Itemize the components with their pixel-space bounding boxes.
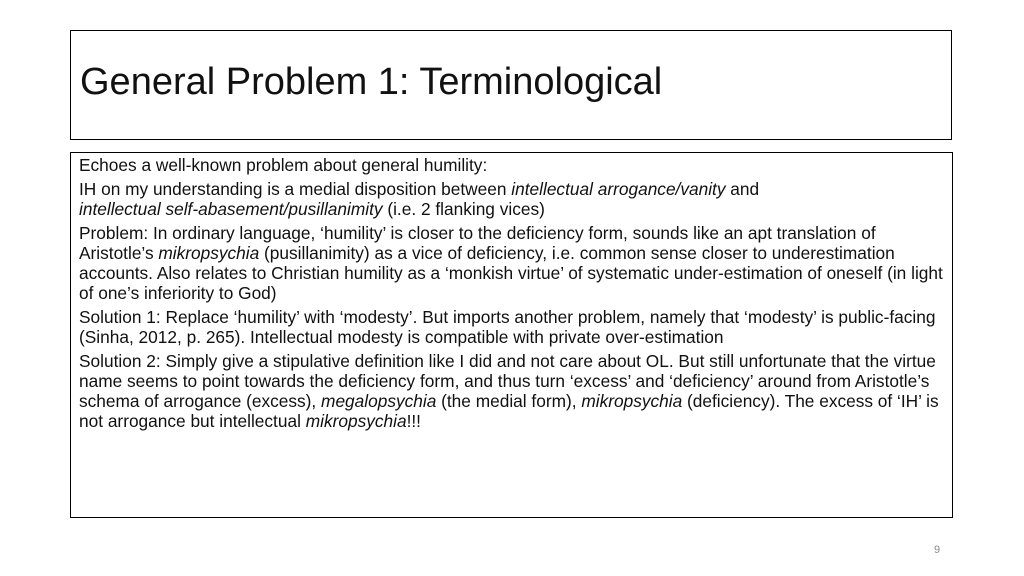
paragraph-5-italic-3: mikropsychia	[305, 411, 407, 431]
paragraph-5-text-2: (the medial form),	[436, 391, 582, 411]
paragraph-2-text-1: IH on my understanding is a medial disposition between	[79, 179, 512, 199]
title-box	[70, 30, 952, 140]
paragraph-5-text-4: !!!	[406, 411, 421, 431]
paragraph-3-text-2: (pusillanimity) as a vice of deficiency, i.e. common sense closer to underestimation accounts. Also relates to Christian humility as a ‘monkish virtue’ of systematic under-estimation of oneself (in light of one’s inferiority to God)	[79, 243, 943, 303]
paragraph-2-text-2: and	[725, 179, 760, 199]
paragraph-2-italic-2: intellectual self-abasement/pusillanimity	[79, 199, 383, 219]
paragraph-2	[79, 179, 944, 219]
paragraph-1-text: Echoes a well-known problem about general humility:	[79, 155, 488, 175]
paragraph-5-italic-2: mikropsychia	[581, 391, 683, 411]
paragraph-5	[79, 351, 944, 431]
paragraph-2-italic-1: intellectual arrogance/vanity	[511, 179, 726, 199]
paragraph-3-italic-1: mikropsychia	[158, 243, 260, 263]
slide-title: General Problem 1: Terminological	[80, 61, 663, 103]
paragraph-4	[79, 307, 944, 347]
paragraph-4-text-1: Solution 1: Replace ‘humility’ with ‘modesty’. But imports another problem, namely that ‘modesty’ is public-facing (Sinha, 2012, p. 265). Intellectual modesty is compatible with private over-estimation	[79, 307, 936, 347]
paragraph-5-text-1: Solution 2: Simply give a stipulative definition like I did and not care about OL. But still unfortunate that the virtue name seems to point towards the deficiency form, and thus turn ‘excess’ and ‘deficiency’ around from Aristotle’s schema of arrogance (excess),	[79, 351, 936, 411]
paragraph-1	[79, 155, 944, 175]
paragraph-5-italic-1: megalopsychia	[321, 391, 437, 411]
content-box	[70, 152, 953, 518]
paragraph-3-text-1: Problem: In ordinary language, ‘humility’ is closer to the deficiency form, sounds like an apt translation of Aristotle’s	[79, 223, 876, 263]
paragraph-5-text-3: (deficiency). The excess of ‘IH’ is not arrogance but intellectual	[79, 391, 939, 431]
paragraph-2-text-3: (i.e. 2 flanking vices)	[382, 199, 545, 219]
paragraph-3	[79, 223, 944, 303]
slide-number: 9	[934, 544, 941, 556]
